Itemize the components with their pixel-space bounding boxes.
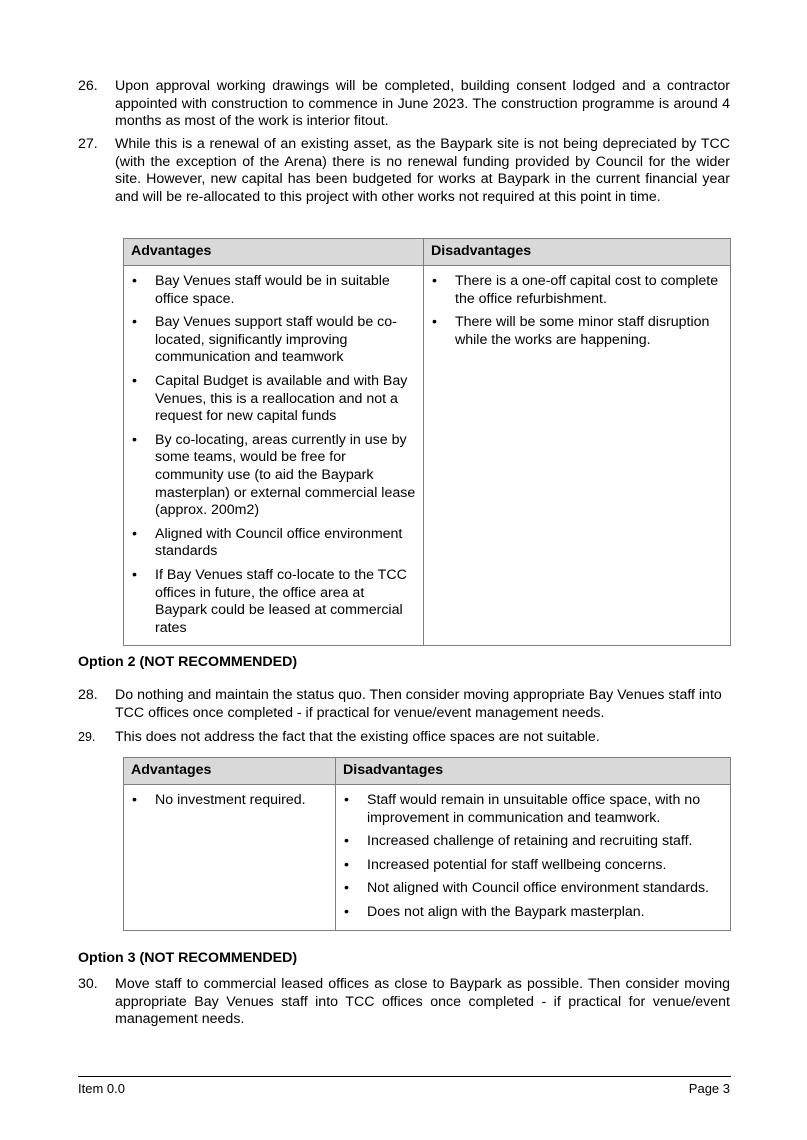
paragraph-text: Do nothing and maintain the status quo. Then consider moving appropriate Bay Venues staff into TCC offices once completed - if practical for venue/event management needs. — [115, 687, 722, 721]
advantage-item: • Bay Venues support staff would be co-located, significantly improving communication and teamwork — [124, 314, 423, 367]
paragraph-text: Move staff to commercial leased offices as close to Baypark as possible. Then consider moving appropriate Bay Venues staff into TCC offices once completed - if practical for venue/event management needs. — [115, 976, 730, 1028]
paragraph-27 — [78, 136, 730, 206]
advantages-cell — [124, 785, 336, 931]
footer-divider — [78, 1076, 731, 1077]
disadvantage-item: • Increased challenge of retaining and recruiting staff. — [336, 833, 730, 851]
paragraph-30 — [78, 976, 730, 1029]
option-2-comparison-table — [123, 757, 731, 931]
advantages-header: Advantages — [124, 239, 424, 266]
paragraph-number: 29. — [78, 730, 96, 744]
footer-item-label: Item 0.0 — [78, 1081, 125, 1096]
paragraph-number: 28. — [78, 687, 98, 703]
advantage-item: • Capital Budget is available and with Bay Venues, this is a reallocation and not a request for new capital funds — [124, 373, 423, 426]
advantages-header: Advantages — [124, 758, 336, 785]
disadvantage-item: • Increased potential for staff wellbeing concerns. — [336, 857, 730, 875]
paragraph-text: While this is a renewal of an existing asset, as the Baypark site is not being depreciated by TCC (with the exception of the Arena) there is no renewal funding provided by Council for the wider site. However, new capital has been budgeted for works at Baypark in the current financial year and will be re-allocated to this project with other works not required at this point in time. — [115, 136, 730, 205]
advantage-item: • By co-locating, areas currently in use by some teams, would be free for community use (to aid the Baypark masterplan) or external commercial lease (approx. 200m2) — [124, 432, 423, 520]
advantages-cell — [124, 266, 424, 646]
paragraph-text: This does not address the fact that the existing office spaces are not suitable. — [115, 729, 600, 745]
advantage-item: • No investment required. — [124, 792, 335, 810]
paragraph-29 — [78, 729, 730, 747]
disadvantage-item: • Staff would remain in unsuitable office space, with no improvement in communication and teamwork. — [336, 792, 730, 827]
disadvantage-item: • Does not align with the Baypark masterplan. — [336, 904, 730, 922]
option-2-heading: Option 2 (NOT RECOMMENDED) — [78, 654, 298, 670]
advantage-item: • If Bay Venues staff co-locate to the TCC offices in future, the office area at Baypark could be leased at commercial rates — [124, 567, 423, 637]
paragraph-28 — [78, 687, 730, 722]
disadvantages-cell — [424, 266, 731, 646]
paragraph-text: Upon approval working drawings will be completed, building consent lodged and a contractor appointed with construction to commence in June 2023. The construction programme is around 4 months as most of the work is interior fitout. — [115, 78, 730, 130]
paragraph-number: 27. — [78, 136, 98, 152]
disadvantage-item: • Not aligned with Council office environment standards. — [336, 880, 730, 898]
option-1-comparison-table — [123, 238, 731, 646]
disadvantages-header: Disadvantages — [336, 758, 731, 785]
disadvantages-header: Disadvantages — [424, 239, 731, 266]
paragraph-number: 26. — [78, 78, 98, 94]
disadvantage-item: • There will be some minor staff disruption while the works are happening. — [424, 314, 730, 349]
disadvantage-item: • There is a one-off capital cost to complete the office refurbishment. — [424, 273, 730, 308]
advantage-item: • Bay Venues staff would be in suitable office space. — [124, 273, 423, 308]
paragraph-26 — [78, 78, 730, 131]
advantage-item: • Aligned with Council office environment standards — [124, 526, 423, 561]
paragraph-number: 30. — [78, 976, 98, 992]
footer-page-number: Page 3 — [688, 1081, 730, 1096]
disadvantages-cell — [336, 785, 731, 931]
option-3-heading: Option 3 (NOT RECOMMENDED) — [78, 950, 298, 966]
